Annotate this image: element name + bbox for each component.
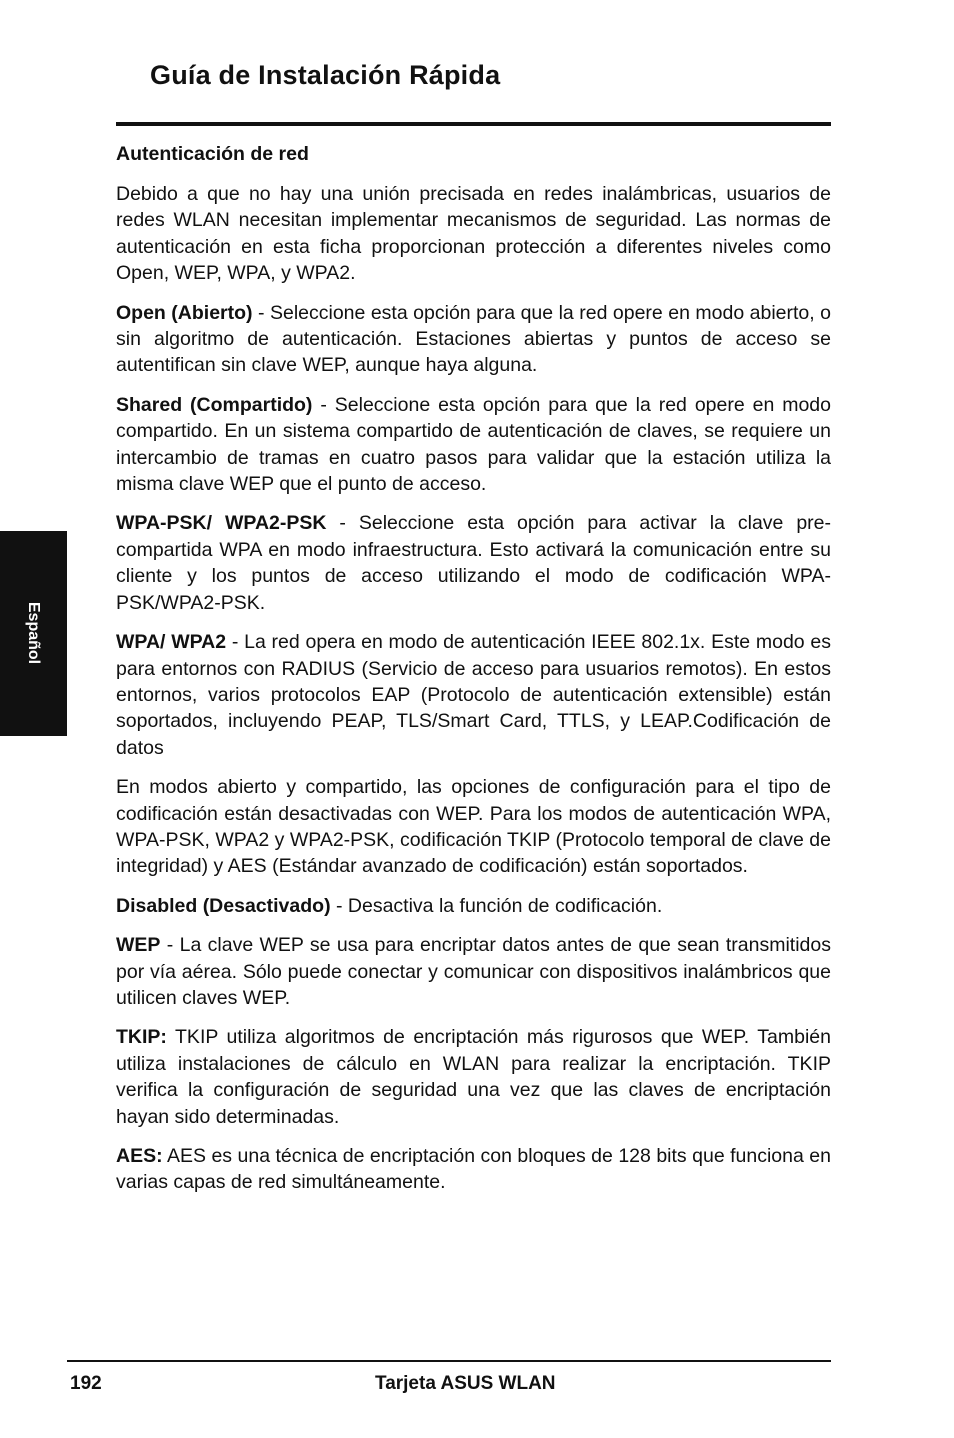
paragraph-aes (116, 1143, 831, 1196)
paragraph-tkip (116, 1024, 831, 1130)
paragraph-wpa-psk (116, 510, 831, 616)
term-open: Open (Abierto) (116, 301, 253, 324)
main-content (116, 141, 831, 1209)
term-aes: AES: (116, 1145, 163, 1167)
term-wpa-psk: WPA-PSK/ WPA2-PSK (116, 512, 327, 535)
paragraph-text: En modos abierto y compartido, las opciones de configuración para el tipo de codificación están desactivadas con WEP. Para los modos de autenticación WPA, WPA-PSK, WPA2 y WPA2-PSK, codificación TKIP (Protocolo temporal de clave de integridad) y AES (Estándar avanzado de codificación) están soportados. (116, 776, 831, 878)
paragraph-text: AES es una técnica de encriptación con bloques de 128 bits que funciona en varias capas de red simultáneamente. (116, 1145, 831, 1194)
paragraph-wpa (116, 629, 831, 761)
footer-title: Tarjeta ASUS WLAN (375, 1373, 556, 1394)
header-divider (116, 122, 831, 126)
term-wpa: WPA/ WPA2 (116, 631, 227, 654)
paragraph-text: - Desactiva la función de codificación. (330, 894, 663, 917)
paragraph-shared (116, 392, 831, 498)
term-disabled: Disabled (Desactivado) (116, 894, 331, 917)
term-tkip: TKIP: (116, 1026, 167, 1049)
paragraph-wep (116, 932, 831, 1011)
paragraph-text: - Seleccione esta opción para que la red opere en modo compartido. En un sistema compartido de autenticación de claves, se requiere un intercambio de tramas en cuatro pasos para validar que la estación utiliza la misma clave WEP que el punto de acceso. (116, 393, 831, 496)
paragraph-open (116, 300, 831, 379)
paragraph-text: - La red opera en modo de autenticación IEEE 802.1x. Este modo es para entornos con RADIUS (Servicio de acceso para usuarios remotos). En estos entornos, varios protocolos EAP (Protocolo de autenticación extensible) están soportados, incluyendo PEAP, TLS/Smart Card, TTLS, y LEAP.Codificación de datos (116, 631, 831, 759)
language-side-tab (0, 531, 67, 736)
paragraph-intro (116, 181, 831, 287)
paragraph-text: - La clave WEP se usa para encriptar datos antes de que sean transmitidos por vía aérea. Sólo puede conectar y comunicar con dispositivos inalámbricos que utilicen claves WEP. (116, 934, 831, 1009)
term-wep: WEP (116, 934, 161, 957)
section-heading: Autenticación de red (116, 143, 309, 165)
paragraph-encryption-modes (116, 774, 831, 880)
page-header-title: Guía de Instalación Rápida (150, 60, 501, 90)
paragraph-disabled (116, 893, 831, 919)
page-number: 192 (70, 1373, 102, 1394)
language-tab-label: Español (25, 601, 42, 665)
paragraph-text: - Seleccione esta opción para activar la clave pre-compartida WPA en modo infraestructura. Esto activará la comunicación entre su cliente y los puntos de acceso utilizando el modo de codificación WPA-PSK/WPA2-PSK. (116, 512, 832, 614)
footer-divider (67, 1360, 831, 1362)
term-shared: Shared (Compartido) (116, 393, 313, 416)
paragraph-text: - Seleccione esta opción para que la red opere en modo abierto, o sin algoritmo de autenticación. Estaciones abiertas y puntos de acceso se autentifican sin clave WEP, aunque haya alguna. (116, 301, 831, 377)
paragraph-text: TKIP utiliza algoritmos de encriptación más rigurosos que WEP. También utiliza instalaciones de cálculo en WLAN para realizar la encriptación. TKIP verifica la configuración de seguridad una vez que las claves de encriptación hayan sido determinadas. (116, 1026, 831, 1128)
paragraph-text: Debido a que no hay una unión precisada en redes inalámbricas, usuarios de redes WLAN necesitan implementar mecanismos de seguridad. Las normas de autenticación en esta ficha proporcionan protección a diferentes niveles como Open, WEP, WPA, y WPA2. (116, 183, 831, 285)
